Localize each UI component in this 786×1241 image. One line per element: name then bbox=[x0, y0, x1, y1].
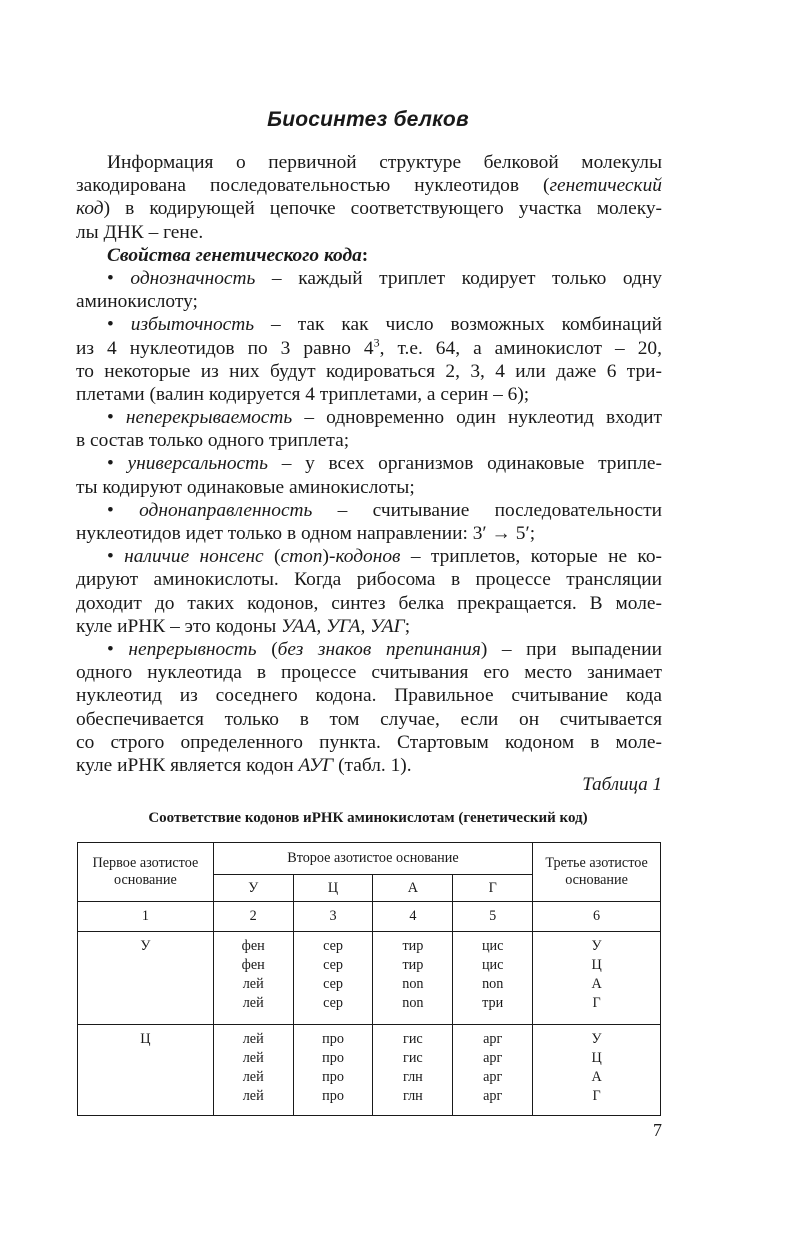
italic-term: избыточность bbox=[130, 314, 255, 336]
text-span: – одновременно один нуклеотид входит bbox=[292, 407, 662, 429]
text-span: лы ДНК – гене. bbox=[76, 221, 204, 243]
table-label: Таблица 1 bbox=[582, 774, 662, 795]
text-span: ( bbox=[256, 638, 278, 660]
column-number: 5 bbox=[453, 902, 533, 932]
amino-acid: арг bbox=[483, 1050, 503, 1066]
amino-acid: цис bbox=[481, 938, 504, 954]
colon: : bbox=[361, 244, 369, 266]
text-span: куле иРНК является кодон bbox=[76, 754, 299, 776]
italic-term: наличие нонсенс bbox=[124, 546, 264, 568]
text-line bbox=[76, 499, 662, 522]
italic-term: однонаправленность bbox=[139, 499, 313, 521]
italic-term: неперекрываемость bbox=[125, 407, 293, 429]
amino-acid: лей bbox=[242, 1088, 264, 1104]
bullet-icon: • bbox=[107, 314, 114, 336]
amino-acid: про bbox=[322, 1050, 344, 1066]
page-number: 7 bbox=[653, 1120, 662, 1140]
subheader-cell: А bbox=[373, 875, 453, 902]
column-number: 4 bbox=[373, 902, 453, 932]
text-line bbox=[76, 592, 662, 615]
properties-title-line bbox=[76, 244, 662, 267]
italic-term: генетический bbox=[549, 175, 662, 197]
text-span: нуклеотид из соседнего кодона. Правильное считывание кода bbox=[76, 685, 662, 707]
amino-cell bbox=[373, 932, 453, 1025]
third-base-cell bbox=[533, 932, 661, 1025]
text-span: ты кодируют одинаковые аминокислоты; bbox=[76, 476, 415, 498]
text-span: , т.е. 64, а аминокислот – 20, bbox=[379, 337, 662, 359]
text-line bbox=[76, 545, 662, 568]
text-line bbox=[76, 383, 662, 406]
third-base: Г bbox=[592, 1088, 601, 1104]
italic-term: стоп bbox=[280, 546, 323, 568]
italic-term: непрерывность bbox=[128, 638, 257, 660]
italic-term: без знаков препинания bbox=[277, 638, 481, 660]
text-span: одного нуклеотида в процессе считывания его место занимает bbox=[76, 662, 662, 684]
text-span: – считывание последовательности bbox=[312, 499, 662, 521]
amino-acid: арг bbox=[483, 1069, 503, 1085]
table-row bbox=[78, 932, 661, 1025]
column-number: 6 bbox=[533, 902, 661, 932]
third-base: У bbox=[591, 938, 602, 954]
text-span: ( bbox=[263, 546, 281, 568]
amino-acid: non bbox=[402, 976, 424, 992]
amino-acid: тир bbox=[402, 938, 424, 954]
third-base: Г bbox=[592, 995, 601, 1011]
text-span: в состав только одного триплета; bbox=[76, 430, 350, 452]
text-line bbox=[76, 313, 662, 336]
text-line bbox=[76, 708, 662, 731]
amino-acid: про bbox=[322, 1069, 344, 1085]
text-line bbox=[76, 731, 662, 754]
italic-term: однозначность bbox=[130, 267, 256, 289]
third-base-cell bbox=[533, 1025, 661, 1116]
text-line bbox=[76, 406, 662, 429]
text-span: – у всех организмов одинаковые трипле- bbox=[267, 453, 662, 475]
genetic-code-table bbox=[77, 842, 661, 1116]
text-span: ) bbox=[322, 546, 329, 568]
bullet-icon: • bbox=[107, 499, 114, 521]
amino-acid: сер bbox=[323, 957, 343, 973]
text-line bbox=[76, 522, 662, 545]
amino-acid: глн bbox=[402, 1088, 423, 1104]
column-number: 2 bbox=[213, 902, 293, 932]
third-base: А bbox=[591, 976, 602, 992]
amino-acid: лей bbox=[242, 1050, 264, 1066]
italic-term: универсальность bbox=[127, 453, 268, 475]
text-span: ) в кодирующей цепочке соответствующего участка молеку- bbox=[103, 198, 662, 220]
text-span: плетами (валин кодируется 4 триплетами, а серин – 6); bbox=[76, 383, 530, 405]
table-title: Соответствие кодонов иРНК аминокислотам (генетический код) bbox=[148, 810, 588, 826]
text-line bbox=[76, 197, 662, 220]
text-line bbox=[76, 615, 662, 638]
italic-term: АУГ bbox=[298, 754, 334, 776]
bullet-icon: • bbox=[107, 453, 114, 475]
amino-acid: гис bbox=[403, 1050, 423, 1066]
text-line bbox=[76, 476, 662, 499]
amino-cell bbox=[453, 1025, 533, 1116]
text-line bbox=[76, 754, 662, 777]
amino-acid: три bbox=[482, 995, 504, 1011]
text-line bbox=[76, 267, 662, 290]
amino-acid: арг bbox=[483, 1088, 503, 1104]
text-span: доходит до таких кодонов, синтез белка прекращается. В моле- bbox=[76, 592, 662, 614]
header-third-base: Третье азотистое основание bbox=[533, 843, 661, 902]
text-line bbox=[76, 638, 662, 661]
amino-acid: про bbox=[322, 1088, 344, 1104]
text-line bbox=[76, 568, 662, 591]
table-row bbox=[78, 1025, 661, 1116]
text-span: дируют аминокислоты. Когда рибосома в процессе трансляции bbox=[76, 569, 662, 591]
text-span: куле иРНК – это кодоны bbox=[76, 615, 282, 637]
amino-acid: фен bbox=[241, 938, 265, 954]
text-line bbox=[76, 360, 662, 383]
text-span: (табл. 1). bbox=[333, 754, 412, 776]
header-first-base: Первое азотистое основание bbox=[78, 843, 214, 902]
text-span: Информация о первичной структуре белковой молекулы bbox=[107, 152, 662, 173]
text-span: нуклеотидов идет только в одном направлении: 3′ → 5′; bbox=[76, 523, 536, 544]
text-line bbox=[76, 337, 662, 360]
amino-acid: цис bbox=[481, 957, 504, 973]
amino-cell bbox=[453, 932, 533, 1025]
amino-acid: лей bbox=[242, 1031, 264, 1047]
text-span: – так как число возможных комбинаций bbox=[254, 314, 662, 336]
amino-acid: сер bbox=[323, 995, 343, 1011]
amino-acid: non bbox=[402, 995, 424, 1011]
amino-acid: сер bbox=[323, 938, 343, 954]
bullet-icon: • bbox=[107, 267, 114, 289]
body-text bbox=[76, 151, 662, 777]
italic-term: УАА, УГА, УАГ bbox=[281, 615, 405, 637]
amino-acid: сер bbox=[323, 976, 343, 992]
amino-cell bbox=[213, 932, 293, 1025]
subheader-cell: Г bbox=[453, 875, 533, 902]
amino-acid: тир bbox=[402, 957, 424, 973]
amino-acid: лей bbox=[242, 995, 264, 1011]
text-line bbox=[76, 452, 662, 475]
subheader-cell: Ц bbox=[293, 875, 373, 902]
italic-term: -кодонов bbox=[328, 546, 401, 568]
italic-term: код bbox=[76, 198, 104, 220]
text-span: – триплетов, которые не ко- bbox=[400, 546, 662, 568]
amino-acid: лей bbox=[242, 1069, 264, 1085]
amino-acid: лей bbox=[242, 976, 264, 992]
text-span: – каждый триплет кодирует только одну bbox=[255, 267, 662, 289]
text-span: то некоторые из них будут кодироваться 2, 3, 4 или даже 6 три- bbox=[76, 360, 662, 382]
text-line bbox=[76, 290, 662, 313]
amino-cell bbox=[293, 1025, 373, 1116]
column-number: 1 bbox=[78, 902, 214, 932]
section-heading: Биосинтез белков bbox=[267, 108, 469, 131]
text-span: обеспечивается только в том случае, если он считывается bbox=[76, 708, 662, 730]
third-base: Ц bbox=[591, 957, 602, 973]
bullet-icon: • bbox=[107, 546, 114, 568]
column-number: 3 bbox=[293, 902, 373, 932]
text-line bbox=[76, 661, 662, 684]
amino-cell bbox=[373, 1025, 453, 1116]
text-line bbox=[76, 174, 662, 197]
amino-acid: фен bbox=[241, 957, 265, 973]
text-span: из 4 нуклеотидов по 3 равно 4 bbox=[76, 337, 374, 359]
text-span: со строго определенного пункта. Стартовым кодоном в моле- bbox=[76, 731, 662, 753]
first-base-cell: У bbox=[78, 932, 214, 1025]
amino-cell bbox=[293, 932, 373, 1025]
amino-acid: non bbox=[482, 976, 504, 992]
subheader-cell: У bbox=[213, 875, 293, 902]
amino-acid: про bbox=[322, 1031, 344, 1047]
text-line bbox=[76, 221, 662, 244]
text-span: ) – при выпадении bbox=[480, 638, 662, 660]
text-line bbox=[76, 684, 662, 707]
superscript: 3 bbox=[373, 336, 380, 350]
text-span: аминокислоту; bbox=[76, 291, 198, 313]
first-base-cell: Ц bbox=[78, 1025, 214, 1116]
header-second-base: Второе азотистое основание bbox=[213, 843, 532, 875]
bullet-icon: • bbox=[107, 638, 114, 660]
text-span: закодирована последовательностью нуклеотидов ( bbox=[76, 175, 550, 197]
text-span: ; bbox=[404, 615, 411, 637]
amino-acid: арг bbox=[483, 1031, 503, 1047]
third-base: А bbox=[591, 1069, 602, 1085]
amino-acid: глн bbox=[402, 1069, 423, 1085]
amino-acid: гис bbox=[403, 1031, 423, 1047]
amino-cell bbox=[213, 1025, 293, 1116]
bullet-icon: • bbox=[107, 407, 114, 429]
third-base: У bbox=[591, 1031, 602, 1047]
text-line bbox=[76, 151, 662, 174]
properties-title: Свойства генетического кода bbox=[107, 244, 362, 266]
text-line bbox=[76, 429, 662, 452]
third-base: Ц bbox=[591, 1050, 602, 1066]
